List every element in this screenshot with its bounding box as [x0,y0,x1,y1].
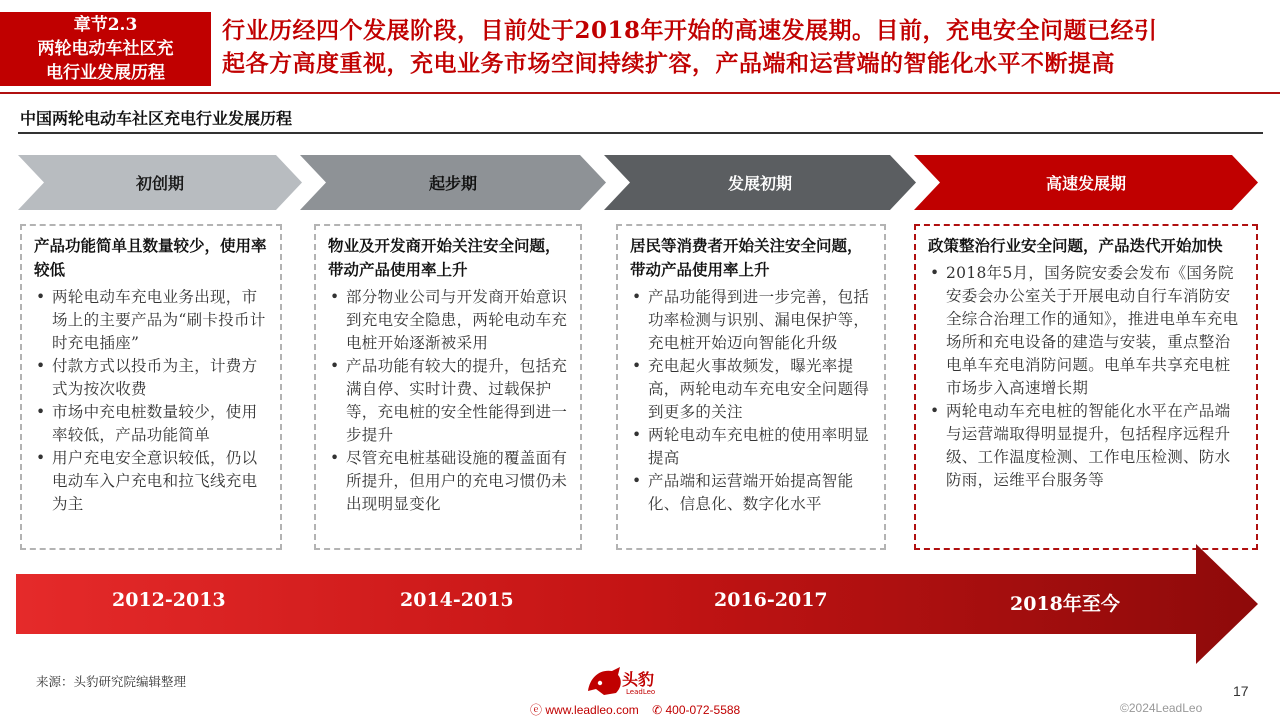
brand-name: 头豹 [622,670,655,689]
phone-icon: ✆ [652,703,663,717]
section-tag [0,12,211,86]
headline-line2: 起各方高度重视，充电业务市场空间持续扩容，产品端和运营端的智能化水平不断提高 [222,50,1115,77]
list-item: • 部分物业公司与开发商开始意识到充电安全隐患，两轮电动车充电桩开始逐渐被采用 [328,286,570,355]
section-number: 章节2.3 [73,15,138,35]
card-title-3: 居民等消费者开始关注安全问题，带动产品使用率上升 [630,236,863,279]
list-item: • 产品端和运营端开始提高智能化、信息化、数字化水平 [630,470,874,516]
source-note: 来源：头豹研究院编辑整理 [36,674,187,689]
section-title-line2: 电行业发展历程 [46,63,165,83]
copyright: ©2024LeadLeo [1120,701,1203,715]
phase-chevron-3 [604,155,916,210]
list-item: • 产品功能有较大的提升，包括充满自停、实时计费、过载保护等，充电桩的安全性能得到进一步提升 [328,355,570,447]
timeline-year-1: 2012-2013 [112,589,226,611]
timeline-year-3: 2016-2017 [714,589,828,611]
card-bullets-2 [328,286,570,516]
list-item: • 2018年5月，国务院安委会发布《国务院安委会办公室关于开展电动自行车消防安全综合治理工作的通知》，推进电单车充电场所和充电设备的建造与安装，重点整治电单车充电消防问题。电单车共享充电桩市场步入高速增长期 [928,262,1246,400]
globe-icon: ⓔ [530,703,543,717]
card-title-2: 物业及开发商开始关注安全问题，带动产品使用率上升 [328,236,561,279]
section-title-line1: 两轮电动车社区充 [37,39,174,59]
card-bullets-4 [928,262,1246,492]
phase-chevron-1 [18,155,302,210]
headline [222,14,1272,80]
phone-number: 400-072-5588 [665,703,741,717]
card-bullets-3 [630,286,874,516]
page-number: 17 [1233,683,1249,699]
list-item: • 尽管充电桩基础设施的覆盖面有所提升，但用户的充电习惯仍未出现明显变化 [328,447,570,516]
phase-card-1 [20,224,282,550]
list-item: • 充电起火事故频发，曝光率提高，两轮电动车充电安全问题得到更多的关注 [630,355,874,424]
phase-card-2 [314,224,582,550]
list-item: • 市场中充电桩数量较少，使用率较低，产品功能简单 [34,401,270,447]
headline-line1: 行业历经四个发展阶段，目前处于2018年开始的高速发展期。目前，充电安全问题已经引 [222,17,1158,44]
card-title-1: 产品功能简单且数量较少，使用率较低 [34,236,267,279]
phase-card-3 [616,224,886,550]
timeline-year-4: 2018年至今 [1010,593,1120,615]
card-title-4: 政策整治行业安全问题，产品迭代开始加快 [928,236,1223,255]
phase-label-4: 高速发展期 [1045,174,1126,193]
list-item: • 用户充电安全意识较低，仍以电动车入户充电和拉飞线充电为主 [34,447,270,516]
brand-name-en: LeadLeo [626,688,656,696]
subtitle-divider [18,132,1263,134]
contact-line [530,701,740,718]
list-item: • 两轮电动车充电桩的智能化水平在产品端与运营端取得明显提升，包括程序远程升级、工作温度检测、工作电压检测、防水防雨，运维平台服务等 [928,400,1246,492]
website-link[interactable]: www.leadleo.com [545,703,639,717]
phase-label-1: 初创期 [135,174,184,193]
phase-chevron-2 [300,155,606,210]
list-item: • 付款方式以投币为主，计费方式为按次收费 [34,355,270,401]
header-divider [0,92,1280,94]
card-bullets-1 [34,286,270,516]
list-item: • 两轮电动车充电业务出现，市场上的主要产品为“刷卡投币计时充电插座” [34,286,270,355]
list-item: • 两轮电动车充电桩的使用率明显提高 [630,424,874,470]
phase-chevron-4 [914,155,1258,210]
phase-label-3: 发展初期 [727,174,792,193]
phase-card-4 [914,224,1258,550]
list-item: • 产品功能得到进一步完善，包括功率检测与识别、漏电保护等，充电桩开始迈向智能化升级 [630,286,874,355]
page-subtitle: 中国两轮电动车社区充电行业发展历程 [20,109,293,128]
timeline-year-2: 2014-2015 [400,589,514,611]
phase-label-2: 起步期 [428,174,477,193]
